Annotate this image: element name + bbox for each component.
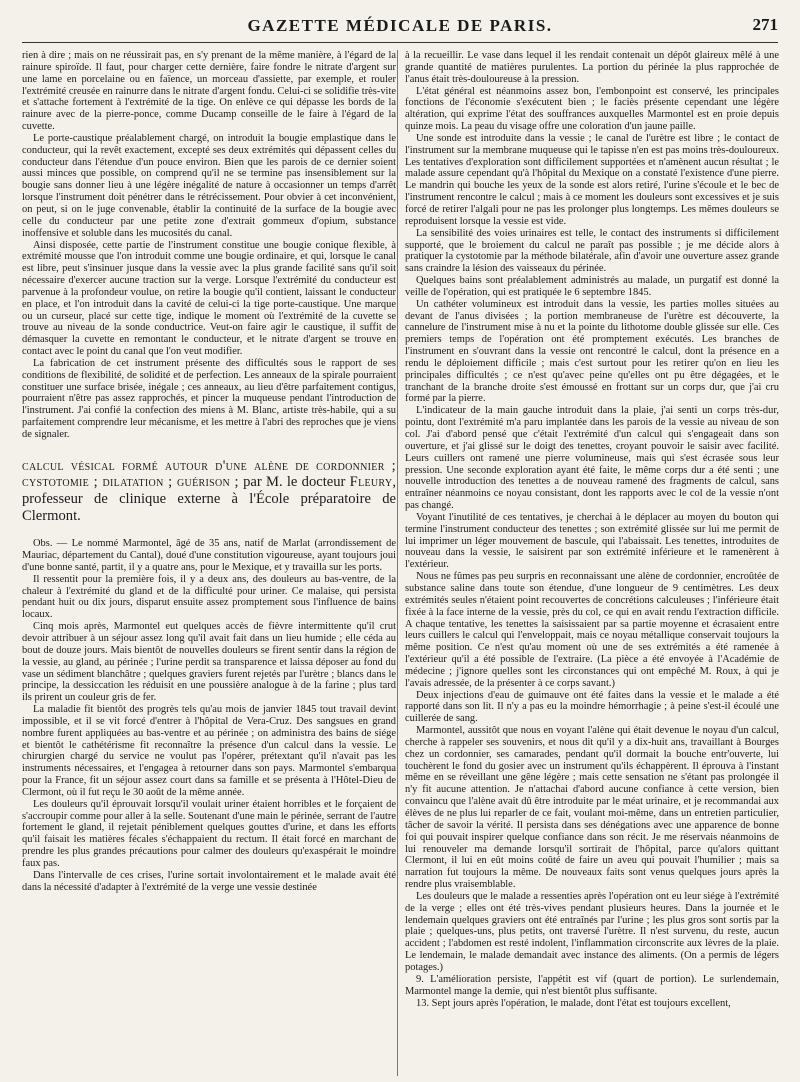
paragraph: La fabrication de cet instrument présente des difficultés sous le rapport de ses conditions de flexibilité, de solidité et de perfection. Les anneaux de la spirale pourraient constituer une surface brisée, inégale ; ces anneaux, au lieu d'être parfaitement contigus, pourraient n'être pas assez rapprochés, et pincer la muqueuse pendant l'introduction de l'instrument. J'ai confié la confection des miens à M. Blanc, artiste très-habile, qui a su parfaitement comprendre leur mécanisme, et les mettre à l'abri des reproches que je viens de signaler. (22, 357, 396, 440)
case-paragraph: La maladie fit bientôt des progrès tels qu'au mois de janvier 1845 tout travail devint impossible, et il se vit forcé d'entrer à l'hôpital de Vera-Cruz. Des sangsues en grand nombre furent appliquées au bas-ventre et au périnée ; on administra des bains de siége et bientôt le cathétérisme fit reconnaître la présence d'un calcul dans la vessie. Le chirurgien chargé du service ne voulut pas l'opérer, prétextant qu'il n'avait pas les instruments nécessaires, et l'engagea à retourner dans son pays. Marmontel s'embarqua pour la France, fit un séjour assez court dans sa famille et se présenta à l'Hôtel-Dieu de Clermont, où il fut reçu le 30 août de la même année. (22, 704, 396, 798)
paragraph: Les douleurs que le malade a ressenties après l'opération ont eu leur siége à l'extrémité de la verge ; elles ont été très-vives pendant plusieurs heures. Dans la journée et le lendemain quelques graviers ont été entraînés par l'urine ; les plus gros sont sortis par la plaie ; quelques-uns, plus petits, ont traversé l'urètre. Il n'est survenu, du reste, aucun accident ; l'abdomen est resté indolent, l'inflammation circonscrite aux lèvres de la plaie. Le lendemain, le malade demandait avec instance des aliments. (On a permis de légers potages.) (405, 890, 779, 973)
article-byline: par M. le docteur (238, 474, 350, 491)
paragraph: L'état général est néanmoins assez bon, l'embonpoint est conservé, les principales fonctions de l'économie s'exécutent bien ; le faciès présente cependant une légère altération, qui exprime l'état des souffrances auxquelles Marmontel est en proie depuis quinze mois. La peau du visage offre une coloration d'un jaune paille. (405, 85, 779, 133)
case-paragraph: Il ressentit pour la première fois, il y a deux ans, des douleurs au bas-ventre, de la chaleur à l'extrémité du gland et de la difficulté pour uriner. Ce malaise, qui persista pendant huit ou dix jours, disparut ensuite assez promptement sous l'influence de bains locaux. (22, 573, 396, 621)
article-title: calcul vésical formé autour d'une alène de cordonnier ; cystotomie ; dilatation ; guérison ; (22, 457, 396, 491)
article-author: Fleury (349, 474, 393, 491)
paragraph: Quelques bains sont préalablement administrés au malade, un purgatif est donné la veille de l'opération, qui est pratiquée le 6 septembre 1845. (405, 275, 779, 298)
page-header (22, 12, 778, 43)
article-affiliation: , professeur de clinique externe à l'École préparatoire de Clermont. (22, 474, 396, 524)
paragraph: Voyant l'inutilité de ces tentatives, je cherchai à le déplacer au moyen du bouton qui termine l'instrument conducteur des tenettes ; son extrémité glissée sur lui me permit de lui imprimer un léger mouvement de bascule, qui l'abaissait. Les tenettes, introduites de nouveau dans la vessie, le saisirent par son extrémité inférieure et le ramenèrent à l'extérieur. (405, 511, 779, 571)
case-paragraph: Les douleurs qu'il éprouvait lorsqu'il voulait uriner étaient horribles et le forçaient de s'accroupir comme pour aller à la selle. Soutenant d'une main le périnée, serrant de l'autre fortement le gland, il rejetait péniblement quelques gouttes d'urine, et dans les efforts qu'il faisait les matières fécales s'échappaient du rectum. Il était forcé en marchant de prendre les plus grandes précautions pour calmer des douleurs qu'exaspérait le moindre faux pas. (22, 798, 396, 869)
paragraph: 9. L'amélioration persiste, l'appétit est vif (quart de portion). Le surlendemain, Marmontel mange la demie, qui n'est bientôt plus suffisante. (405, 973, 779, 997)
journal-title: GAZETTE MÉDICALE DE PARIS. (247, 16, 553, 35)
paragraph: rien à dire ; mais on ne réussirait pas, en s'y prenant de la même manière, à l'égard de la rainure spiroïde. Il faut, pour charger cette dernière, faire fondre le nitrate d'argent sur une lame en porcelaine ou en faïence, un morceau d'assiette, par exemple, et rouler l'extrémité creusée en rainurre dans le nitrate d'argent fondu. Celui-ci se solidifie très-vite et s'attache fortement à l'extrémité de la tige. On enlève ce qui dépasse les bords de la rainure avec de la pierre-ponce, comme Ducamp conseille de le faire à l'égard de la cuvette. (22, 50, 396, 133)
paragraph: Un cathéter volumineux est introduit dans la vessie, les parties molles situées au devant de l'anus divisées ; la portion membraneuse de l'urètre est découverte, la cannelure de l'instrument mise à nu et la pointe du lithotome double glissée sur elle. Ces premiers temps de l'opération ont été promptement exécutés. Les branches de l'instrument en s'ouvrant dans la vessie ont rencontré le calcul, dont la présence en a rendu le déploiement difficile ; mais c'est surtout pour les retirer qu'on en lieu les principales difficultés ; ce n'est qu'avec peine qu'elles ont pu être dégagées, et le tranchant de la branche droite s'est émoussé en frottant sur un corps dur, que j'ai cru formé par la pierre. (405, 298, 779, 405)
article-heading (22, 458, 396, 524)
paragraph: L'indicateur de la main gauche introduit dans la plaie, j'ai senti un corps très-dur, pointu, dont l'extrémité m'a paru implantée dans les parois de la vessie au niveau de son col. J'ai d'abord pensé que c'était l'extrémité d'un calcul qui s'engageait dans son ouverture, et j'ai glissé sur le doigt des tenettes, croyant pouvoir le saisir avec facilité. Leurs cuillers ont ramené une pierre volumineuse, mais qui s'est écrasée sous leur pression. Une seconde exploration ayant été faite, le même corps dur a été senti ; une nouvelle introduction des tenettes a de nouveau ramené des fragments de calcul, sans entraîner néanmoins ce noyau consistant, dont les rapports avec le col de la vessie n'ont pas changé. (405, 405, 779, 512)
left-column (22, 50, 396, 1076)
case-paragraph: Cinq mois après, Marmontel eut quelques accès de fièvre intermittente qu'il crut devoir attribuer à un séjour assez long qu'il avait fait dans un lieu humide ; elle céda au bout de douze jours. Mais bientôt de nouvelles douleurs se firent sentir dans la région de la vessie, au gland, au périnée ; l'urine perdit sa transparence et laissa déposer au fond du vase un sédiment blanchâtre ; quelques graviers furent rejetés par l'urètre ; blancs dans le principe, la dessiccation les réduisit en une poussière analogue à de la farine ; plus tard ils prirent un couleur gris de fer. (22, 621, 396, 704)
paragraph: à la recueillir. Le vase dans lequel il les rendait contenait un dépôt glaireux mêlé à une grande quantité de matières purulentes. La portion du périnée la plus rapprochée de l'anus était très-douloureuse à la pression. (405, 50, 779, 85)
paragraph: Une sonde est introduite dans la vessie ; le canal de l'urètre est libre ; le contact de l'instrument sur la membrane muqueuse qui le tapisse n'en est pas moins très-douloureux. Les tentatives d'exploration sont difficilement supportées et n'amènent aucun résultat ; le malade assure cependant qu'à l'hôpital du Mexique on a constaté l'existence d'une pierre. Le mandrin qui bouche les yeux de la sonde est alors retiré, l'urine s'écoule et le bec de l'instrument rencontre le calcul ; mais à ce moment les douleurs sont excessives et je suis forcé de retirer l'algali pour ne pas les prolonger plus longtemps. Les mêmes douleurs se reproduisent lorsque la vessie est vide. (405, 132, 779, 227)
paragraph: Le porte-caustique préalablement chargé, on introduit la bougie emplastique dans le conducteur, qui la revêt exactement, excepté ses deux extrémités qui dépassent celles du conducteur dans l'étendue d'un pouce environ. Bien que les parois de ce dernier soient aussi minces que possible, on comprend qu'il ne se termine pas insensiblement sur la bougie sans donner lieu à une légère inégalité de nature à occasionner un temps d'arrêt lorsque l'instrument doit pénétrer dans le rétrécissement. Pour obvier à cet inconvénient, on peut, si on le juge convenable, établir la continuité de la surface de la bougie avec celle du conducteur par une petite zone d'extrait gommeux d'opium, substance inoffensive et soluble dans les mucosités du canal. (22, 132, 396, 239)
right-column (405, 50, 779, 1076)
paragraph: Ainsi disposée, cette partie de l'instrument constitue une bougie conique flexible, à extrémité mousse que l'on introduit comme une bougie ordinaire, et qui, lorsque le canal est libre, peut s'insinuer jusque dans la vessie avec la plus grande facilité sans qu'il soit nécessaire d'exercer aucune traction sur la verge. Lorsque l'extrémité du conducteur est parvenue à la profondeur voulue, on retire la bougie qu'il contient, laissant le conducteur en place, et l'on introduit dans la cavité de celui-ci la tige porte-caustique. Une marque ou un curseur, placé sur cette tige, indique le moment où l'extrémité de la cuvette se trouve au niveau de la sonde conductrice. Veut-on faire agir le caustique, il suffit de démasquer la cuvette en remontant le conducteur, et le nitrate d'argent se trouve en contact avec le point du canal que l'on veut modifier. (22, 239, 396, 358)
paragraph: Deux injections d'eau de guimauve ont été faites dans la vessie et le malade a été rapporté dans son lit. Il n'y a pas eu la moindre hémorrhagie ; à peine s'est-il écoulé une cuillerée de sang. (405, 689, 779, 725)
column-divider (397, 50, 398, 1076)
case-paragraph: Dans l'intervalle de ces crises, l'urine sortait involontairement et le malade avait été dans la nécessité d'adapter à l'extrémité de la verge une vessie destinée (22, 869, 396, 893)
case-paragraph: Obs. — Le nommé Marmontel, âgé de 35 ans, natif de Marlat (arrondissement de Mauriac, département du Cantal), doué d'une constitution vigoureuse, ayant toujours joui d'une bonne santé, partit, il y a quatre ans, pour le Mexique, et y travailla sur les ports. (22, 538, 396, 573)
paragraph: Nous ne fûmes pas peu surpris en reconnaissant une alène de cordonnier, encroûtée de substance saline dans toute son étendue, d'une longueur de 9 centimètres. Les deux extrémités seules n'étaient point recouvertes de concrétions calculeuses ; l'inférieure était fixée à la face interne de la vessie, près du col, ce qui en avait rendu l'extraction difficile. A chaque tentative, les tenettes la saisissaient par sa partie moyenne et écrasaient entre leurs cuillers le calcul qui l'enveloppait, mais ce noyau métallique conservait toujours la même position. Ce n'est qu'au moment où une de ses extrémités a été ramenée à l'extérieur qu'il a été possible de l'extraire. (La pièce a été envoyée à l'Académie de médecine ; j'ignore quelles sont les circonstances qui ont empêché M. Roux, à qui je l'avais adressée, de la présenter à ce corps savant.) (405, 571, 779, 689)
observation-label: Obs. (33, 538, 53, 550)
paragraph: 13. Sept jours après l'opération, le malade, dont l'état est toujours excellent, (416, 997, 731, 1009)
paragraph: Marmontel, aussitôt que nous en voyant l'alène qui était devenue le noyau d'un calcul, cherche à rappeler ses souvenirs, et nous dit qu'il y a dix-huit ans, travaillant à Bourges chez un cordonnier, ses camarades, pendant qu'il dormait la bouche entr'ouverte, lui touchèrent le fond du gosier avec un instrument qu'ils échappèrent. Il éprouva à l'instant même en se réveillant une gêne légère ; mais cette sensation ne s'étant pas prolongée il n'y fit aucune attention. Je n'attachai d'abord aucune confiance à cette version, bien convaincu que l'alène avait dû être introduite par le méat urinaire, et je recommandai aux élèves de ne plus lui reparler de ce fait, voulant moi-même, dans un entretien particulier, tâcher de savoir la vérité. Il persista dans ses dénégations avec une apparence de bonne foi qui pouvait inspirer quelque confiance dans son récit. Je me réservais néanmoins de lui renouveler ma demande lorsqu'il sortirait de l'hôpital, parce qu'alors quittant Clermont, il lui en eût moins coûté de faire un aveu qui pouvait l'humilier ; mais sa narration fut toujours la même. De nouveaux faits sont venus quelques jours après la rendre plus vraisemblable. (405, 725, 779, 891)
paragraph: La sensibilité des voies urinaires est telle, le contact des instruments si difficilement supporté, que le broiement du calcul ne paraît pas possible ; je me décide alors à pratiquer la cystotomie par la méthode bilatérale, afin d'avoir une ouverture assez grande sans craindre la lésion des vaisseaux du périnée. (405, 227, 779, 275)
page-number: 271 (752, 15, 778, 34)
